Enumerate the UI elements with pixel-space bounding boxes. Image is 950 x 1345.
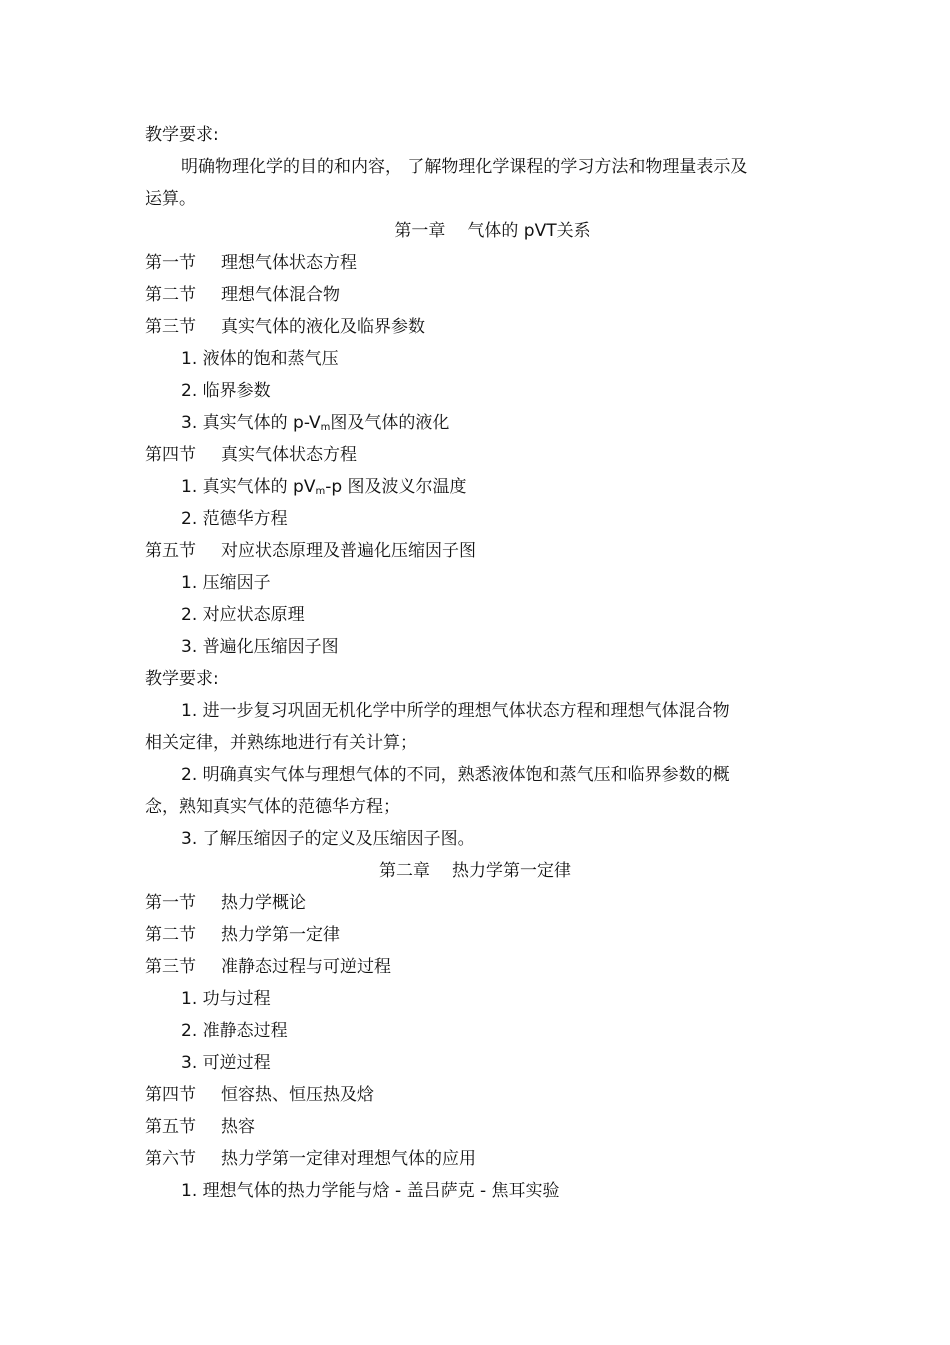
ch2-section-6 xyxy=(145,1148,476,1170)
section-title: 理想气体混合物 xyxy=(221,285,340,305)
section-title: 恒容热、恒压热及焓 xyxy=(221,1085,374,1105)
ch2-section-2 xyxy=(145,924,340,946)
ch1-s3-item-2: 2. 临界参数 xyxy=(181,381,271,401)
section-title: 热力学第一定律 xyxy=(221,925,340,945)
ch1-s4-item-1 xyxy=(181,476,467,503)
chapter-1-title: 气体的 pVT关系 xyxy=(467,221,591,241)
subscript-m: m xyxy=(315,486,326,497)
intro-requirements-text-1: 明确物理化学的目的和内容， 了解物理化学课程的学习方法和物理量表示及 xyxy=(181,157,748,177)
ch1-s5-item-3: 3. 普遍化压缩因子图 xyxy=(181,637,339,657)
ch1-s5-item-2: 2. 对应状态原理 xyxy=(181,605,305,625)
item-text: -p 图及波义尔温度 xyxy=(325,477,467,497)
intro-requirements-text-2: 运算。 xyxy=(145,189,196,209)
section-title: 真实气体的液化及临界参数 xyxy=(221,317,425,337)
ch1-s4-item-2: 2. 范德华方程 xyxy=(181,509,288,529)
ch2-section-3 xyxy=(145,956,391,978)
section-number: 第二节 xyxy=(145,925,196,945)
section-number: 第一节 xyxy=(145,253,196,273)
ch2-s3-item-1: 1. 功与过程 xyxy=(181,989,271,1009)
section-title: 热容 xyxy=(221,1117,255,1137)
section-title: 热力学概论 xyxy=(221,893,306,913)
item-text: 图及气体的液化 xyxy=(330,413,450,433)
section-number: 第五节 xyxy=(145,1117,196,1137)
ch1-section-2 xyxy=(145,284,340,306)
section-title: 对应状态原理及普遍化压缩因子图 xyxy=(221,541,476,561)
chapter-1-label: 第一章 xyxy=(394,221,446,241)
ch1-section-5 xyxy=(145,540,476,562)
ch1-req-2a: 2. 明确真实气体与理想气体的不同，熟悉液体饱和蒸气压和临界参数的概 xyxy=(181,765,730,785)
ch2-section-1 xyxy=(145,892,306,914)
section-number: 第四节 xyxy=(145,445,196,465)
ch2-section-4 xyxy=(145,1084,374,1106)
section-title: 理想气体状态方程 xyxy=(221,253,357,273)
item-text: 1. 真实气体的 pV xyxy=(181,477,316,497)
ch1-section-1 xyxy=(145,252,357,274)
ch1-s3-item-3 xyxy=(181,412,449,439)
ch1-req-1a: 1. 进一步复习巩固无机化学中所学的理想气体状态方程和理想气体混合物 xyxy=(181,701,730,721)
ch1-s5-item-1: 1. 压缩因子 xyxy=(181,573,271,593)
item-text: 3. 真实气体的 p-V xyxy=(181,413,321,433)
ch1-requirements-heading: 教学要求: xyxy=(145,669,219,689)
section-number: 第三节 xyxy=(145,317,196,337)
chapter-1-heading xyxy=(0,220,950,242)
ch1-section-4 xyxy=(145,444,357,466)
ch1-req-1b: 相关定律，并熟练地进行有关计算； xyxy=(145,733,417,753)
intro-requirements-heading: 教学要求: xyxy=(145,125,219,145)
section-number: 第一节 xyxy=(145,893,196,913)
ch1-req-3: 3. 了解压缩因子的定义及压缩因子图。 xyxy=(181,829,475,849)
ch1-s3-item-1: 1. 液体的饱和蒸气压 xyxy=(181,349,339,369)
ch2-s6-item-1: 1. 理想气体的热力学能与焓 - 盖吕萨克 - 焦耳实验 xyxy=(181,1181,560,1201)
subscript-m: m xyxy=(320,422,331,433)
chapter-2-label: 第二章 xyxy=(379,861,430,881)
ch2-s3-item-3: 3. 可逆过程 xyxy=(181,1053,271,1073)
section-number: 第五节 xyxy=(145,541,196,561)
section-number: 第四节 xyxy=(145,1085,196,1105)
section-number: 第六节 xyxy=(145,1149,196,1169)
ch2-s3-item-2: 2. 准静态过程 xyxy=(181,1021,288,1041)
section-title: 热力学第一定律对理想气体的应用 xyxy=(221,1149,476,1169)
ch1-req-2b: 念，熟知真实气体的范德华方程； xyxy=(145,797,400,817)
section-title: 准静态过程与可逆过程 xyxy=(221,957,391,977)
ch2-section-5 xyxy=(145,1116,255,1138)
ch1-section-3 xyxy=(145,316,425,338)
chapter-2-heading xyxy=(0,860,950,882)
section-number: 第三节 xyxy=(145,957,196,977)
chapter-2-title: 热力学第一定律 xyxy=(452,861,571,881)
section-number: 第二节 xyxy=(145,285,196,305)
section-title: 真实气体状态方程 xyxy=(221,445,357,465)
